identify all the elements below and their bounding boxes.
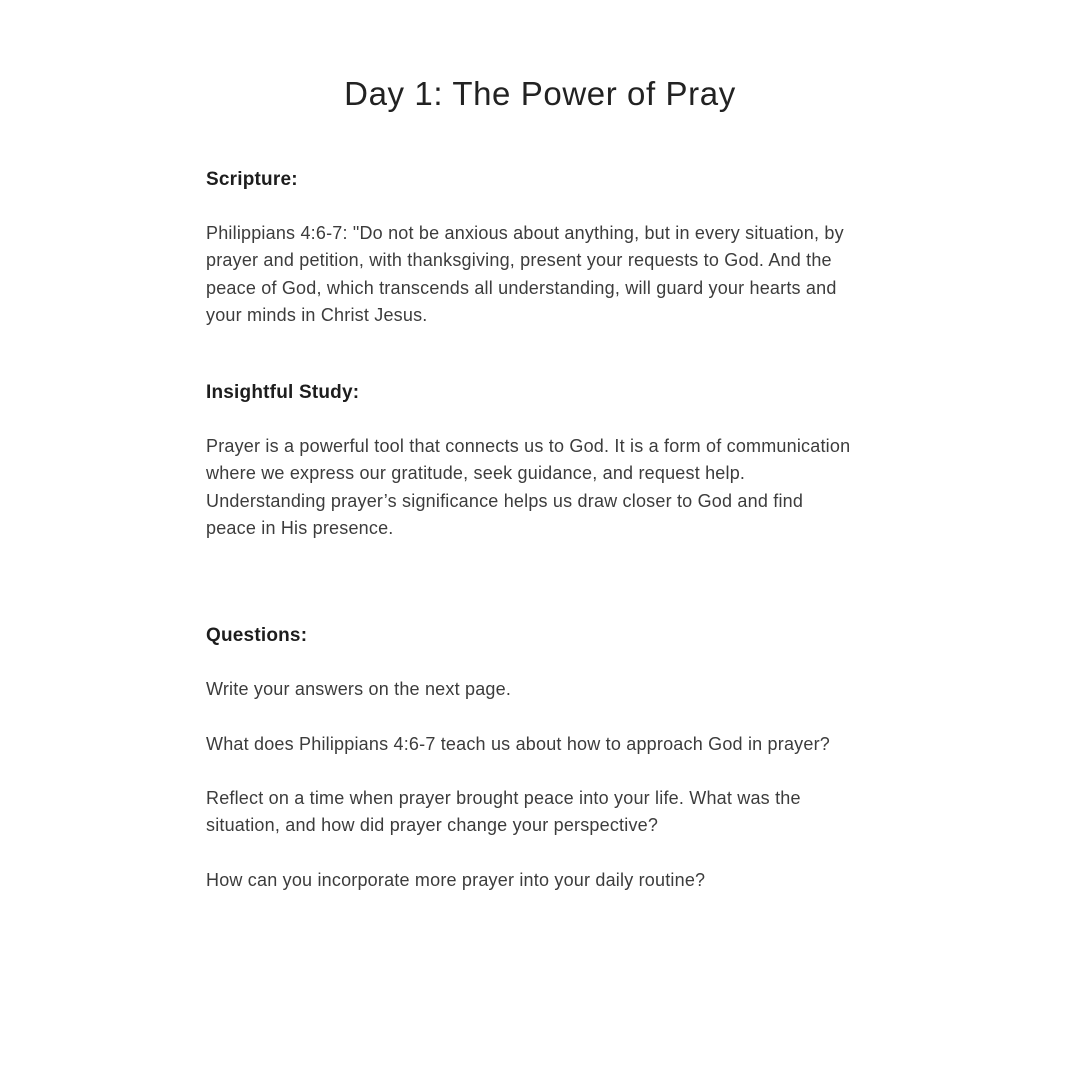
question-3-text: How can you incorporate more prayer into your daily routine?	[206, 869, 706, 890]
section-questions	[206, 622, 874, 893]
scripture-verse-text: Philippians 4:6-7: "Do not be anxious about anything, but in every situation, by prayer and petition, with thanksgiving, present your requests to God. And the peace of God, which transcends all understanding, will guard your hearts and your minds in Christ Jesus.	[206, 223, 844, 325]
section-insightful-study	[206, 379, 874, 542]
insightful-study-text: Prayer is a powerful tool that connects us to God. It is a form of communication where we express our gratitude, seek guidance, and request help. Understanding prayer’s significance helps us draw closer to God and find peace in His presence.	[206, 436, 851, 539]
section-scripture	[206, 166, 874, 329]
insightful-study-heading: Insightful Study:	[206, 382, 360, 404]
question-2-text: Reflect on a time when prayer brought peace into your life. What was the situation, and how did prayer change your perspective?	[206, 787, 801, 836]
questions-heading: Questions:	[206, 625, 308, 647]
page-title: Day 1: The Power of Pray	[344, 75, 736, 112]
questions-instruction-text: Write your answers on the next page.	[206, 679, 512, 700]
question-1-text: What does Philippians 4:6-7 teach us about how to approach God in prayer?	[206, 733, 830, 754]
scripture-heading: Scripture:	[206, 169, 298, 190]
